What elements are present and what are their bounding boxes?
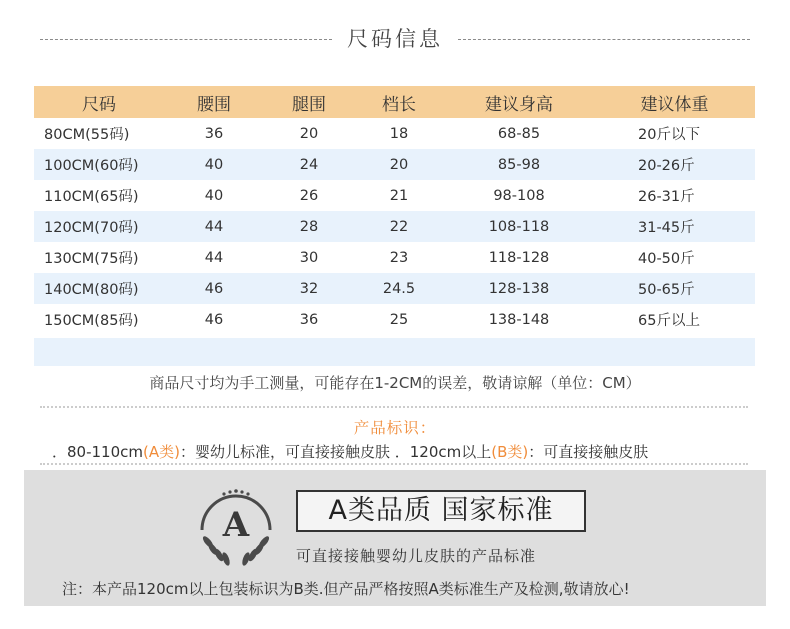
label-part-1: ．80-110cm bbox=[52, 443, 143, 461]
cell-waist: 40 bbox=[204, 156, 224, 173]
page-title: 尺码信息 bbox=[347, 27, 443, 51]
cell-height: 68-85 bbox=[497, 125, 541, 142]
cell-size: 110CM(65码) bbox=[44, 189, 139, 205]
class-b-tag: (B类) bbox=[491, 443, 529, 461]
cell-weight: 65斤以上 bbox=[638, 313, 700, 329]
title-divider-right bbox=[458, 39, 750, 40]
wheat-laurel-badge-icon bbox=[192, 484, 280, 568]
cell-waist: 36 bbox=[204, 125, 224, 142]
header-rise: 档长 bbox=[382, 94, 416, 115]
cell-thigh: 24 bbox=[299, 156, 319, 173]
table-empty-row bbox=[34, 338, 755, 366]
cell-weight: 20-26斤 bbox=[638, 158, 695, 174]
cell-height: 128-138 bbox=[488, 280, 550, 297]
cell-rise: 18 bbox=[389, 125, 409, 142]
cell-rise: 24.5 bbox=[382, 280, 416, 297]
table-row bbox=[34, 273, 755, 304]
cell-rise: 25 bbox=[389, 311, 409, 328]
cell-rise: 21 bbox=[389, 187, 409, 204]
cell-rise: 23 bbox=[389, 249, 409, 266]
measure-note: 商品尺寸均为手工测量，可能存在1-2CM的误差，敬请谅解（单位：CM） bbox=[149, 374, 641, 392]
header-thigh: 腿围 bbox=[292, 94, 326, 115]
product-label-heading: 产品标识： bbox=[353, 419, 437, 437]
dotted-divider bbox=[40, 406, 748, 408]
size-table bbox=[34, 86, 755, 366]
cell-thigh: 36 bbox=[299, 311, 319, 328]
cell-height: 85-98 bbox=[497, 156, 541, 173]
cell-weight: 26-31斤 bbox=[638, 189, 695, 205]
cell-thigh: 26 bbox=[299, 187, 319, 204]
dotted-divider bbox=[40, 463, 748, 465]
cell-size: 150CM(85码) bbox=[44, 313, 139, 329]
cell-size: 120CM(70码) bbox=[44, 220, 139, 236]
class-a-tag: (A类) bbox=[143, 443, 180, 461]
title-divider-left bbox=[40, 39, 332, 40]
header-weight: 建议体重 bbox=[640, 94, 709, 115]
cell-thigh: 20 bbox=[299, 125, 319, 142]
cell-weight: 20斤以下 bbox=[638, 127, 700, 143]
table-row bbox=[34, 242, 755, 273]
cell-weight: 31-45斤 bbox=[638, 220, 695, 236]
cell-size: 130CM(75码) bbox=[44, 251, 139, 267]
cell-waist: 46 bbox=[204, 311, 224, 328]
title-section bbox=[40, 24, 750, 54]
cell-height: 108-118 bbox=[488, 218, 550, 235]
cell-waist: 44 bbox=[204, 249, 224, 266]
badge-letter: A bbox=[222, 505, 250, 545]
table-row bbox=[34, 211, 755, 242]
cell-thigh: 30 bbox=[299, 249, 319, 266]
cell-weight: 50-65斤 bbox=[638, 282, 695, 298]
table-row bbox=[34, 149, 755, 180]
quality-headline-box: A类品质 国家标准 bbox=[296, 490, 586, 532]
cell-waist: 44 bbox=[204, 218, 224, 235]
cell-size: 80CM(55码) bbox=[44, 127, 130, 143]
table-row bbox=[34, 118, 755, 149]
footnote: 注：本产品120cm以上包装标识为B类.但产品严格按照A类标准生产及检测,敬请放心! bbox=[62, 580, 630, 598]
quality-subline: 可直接接触婴幼儿皮肤的产品标准 bbox=[296, 547, 537, 565]
table-header-row bbox=[34, 86, 755, 118]
header-height: 建议身高 bbox=[485, 94, 553, 115]
cell-rise: 20 bbox=[389, 156, 409, 173]
cell-thigh: 32 bbox=[299, 280, 319, 297]
product-label-line bbox=[52, 441, 772, 462]
cell-thigh: 28 bbox=[299, 218, 319, 235]
header-waist: 腰围 bbox=[197, 94, 231, 115]
cell-height: 98-108 bbox=[493, 187, 545, 204]
cell-height: 118-128 bbox=[488, 249, 550, 266]
cell-waist: 46 bbox=[204, 280, 224, 297]
table-row bbox=[34, 180, 755, 211]
cell-waist: 40 bbox=[204, 187, 224, 204]
header-size: 尺码 bbox=[82, 94, 116, 115]
table-row bbox=[34, 304, 755, 335]
cell-size: 100CM(60码) bbox=[44, 158, 139, 174]
cell-weight: 40-50斤 bbox=[638, 251, 695, 267]
label-part-2: ：婴幼儿标准，可直接接触皮肤 ．120cm以上 bbox=[179, 443, 492, 461]
cell-height: 138-148 bbox=[488, 311, 550, 328]
label-part-3: ：可直接接触皮肤 bbox=[528, 443, 649, 461]
cell-rise: 22 bbox=[389, 218, 409, 235]
cell-size: 140CM(80码) bbox=[44, 282, 139, 298]
